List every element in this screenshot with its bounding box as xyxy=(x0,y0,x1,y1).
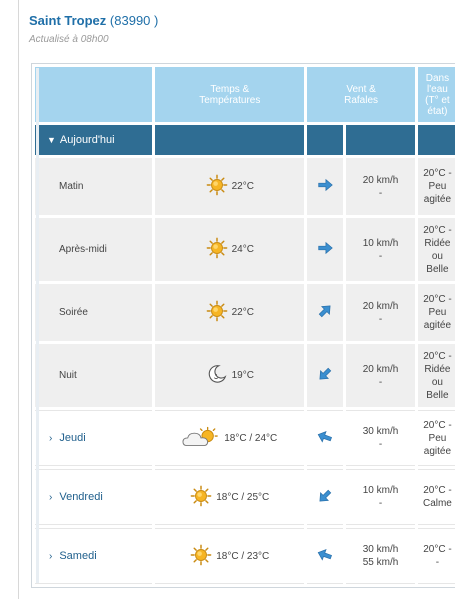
arrow-southwest-icon xyxy=(316,497,334,508)
weather-cell xyxy=(155,410,304,466)
chevron-down-icon: ▼ xyxy=(47,135,56,145)
arrow-northeast-icon xyxy=(316,312,334,323)
forecast-table xyxy=(31,63,455,588)
weather-cell xyxy=(155,528,304,584)
arrow-southwest-icon xyxy=(316,375,334,386)
sun-icon xyxy=(206,174,228,199)
water-cell: 20°C - Peu agitée xyxy=(418,410,455,466)
header-wind: Vent & Rafales xyxy=(307,67,415,122)
wind-speed-cell: 30 km/h - xyxy=(346,410,415,466)
moon-icon xyxy=(206,363,228,388)
wind-speed-cell: 20 km/h - xyxy=(346,158,415,215)
forecast-panel xyxy=(18,0,455,599)
wind-direction-cell xyxy=(307,469,343,525)
wind-direction-cell xyxy=(307,158,343,215)
water-cell: 20°C - Peu agitée xyxy=(418,158,455,215)
header-period xyxy=(35,67,152,122)
water-cell: 20°C - - xyxy=(418,528,455,584)
wind-speed-cell: 10 km/h - xyxy=(346,469,415,525)
day-row[interactable] xyxy=(35,528,455,584)
water-cell: 20°C - Calme xyxy=(418,469,455,525)
table-side-bar xyxy=(36,68,39,583)
wind-direction-cell xyxy=(307,284,343,341)
arrow-west-icon xyxy=(316,438,334,449)
weather-cell xyxy=(155,218,304,281)
wind-direction-cell xyxy=(307,218,343,281)
temperature-range: 18°C / 23°C xyxy=(216,550,270,562)
header-weather: Temps & Températures xyxy=(155,67,304,122)
temperature: 22°C xyxy=(231,307,254,318)
day-label[interactable]: › Samedi xyxy=(35,528,152,584)
day-label[interactable]: › Jeudi xyxy=(35,410,152,466)
partly-cloudy-icon xyxy=(182,425,220,452)
wind-speed-cell: 20 km/h - xyxy=(346,344,415,407)
arrow-east-icon xyxy=(316,186,334,197)
section-today[interactable] xyxy=(35,125,455,155)
temperature: 24°C xyxy=(231,244,254,255)
header-water: Dans l'eau (T° et état) xyxy=(418,67,455,122)
wind-direction-cell xyxy=(307,344,343,407)
weather-cell xyxy=(155,469,304,525)
temperature: 22°C xyxy=(231,181,254,192)
today-row xyxy=(35,344,455,407)
weather-cell xyxy=(155,284,304,341)
table-header xyxy=(35,67,455,122)
wind-direction-cell xyxy=(307,528,343,584)
today-row xyxy=(35,284,455,341)
day-label[interactable]: › Vendredi xyxy=(35,469,152,525)
period-label: Matin xyxy=(35,158,152,215)
city-name: Saint Tropez xyxy=(29,13,107,28)
sun-icon xyxy=(206,300,228,325)
wind-direction-cell xyxy=(307,410,343,466)
section-today-label[interactable]: ▼ Aujourd'hui xyxy=(35,125,152,155)
water-cell: 20°C - Ridée ou Belle xyxy=(418,218,455,281)
temperature-range: 18°C / 24°C xyxy=(224,432,278,444)
today-row xyxy=(35,218,455,281)
weather-cell xyxy=(155,344,304,407)
period-label: Après-midi xyxy=(35,218,152,281)
sun-icon xyxy=(190,544,212,569)
day-row[interactable] xyxy=(35,410,455,466)
sun-icon xyxy=(190,485,212,510)
wind-speed-cell: 20 km/h - xyxy=(346,284,415,341)
water-cell: 20°C - Peu agitée xyxy=(418,284,455,341)
wind-speed-cell: 30 km/h 55 km/h xyxy=(346,528,415,584)
chevron-right-icon: › xyxy=(49,492,53,503)
update-time: Actualisé à 08h00 xyxy=(29,34,109,45)
arrow-east-icon xyxy=(316,249,334,260)
period-label: Nuit xyxy=(35,344,152,407)
sun-icon xyxy=(206,237,228,262)
chevron-right-icon: › xyxy=(49,433,53,444)
today-row xyxy=(35,158,455,215)
arrow-west-icon xyxy=(316,556,334,567)
period-label: Soirée xyxy=(35,284,152,341)
weather-cell xyxy=(155,158,304,215)
chevron-right-icon: › xyxy=(49,551,53,562)
temperature: 19°C xyxy=(231,370,254,381)
temperature-range: 18°C / 25°C xyxy=(216,491,270,503)
day-row[interactable] xyxy=(35,469,455,525)
page-title xyxy=(29,13,158,28)
wind-speed-cell: 10 km/h - xyxy=(346,218,415,281)
water-cell: 20°C - Ridée ou Belle xyxy=(418,344,455,407)
postcode: (83990 ) xyxy=(109,13,159,28)
